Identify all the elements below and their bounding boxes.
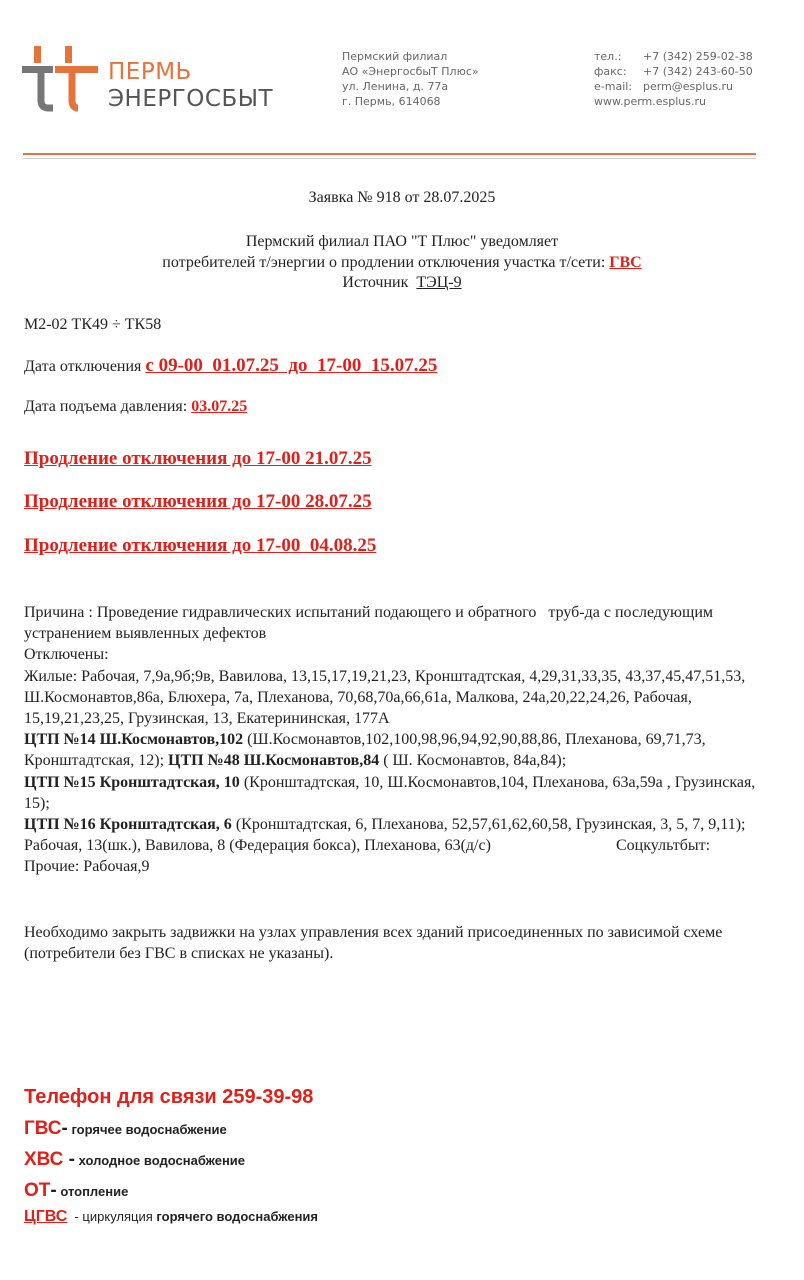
notice-line-2	[0, 253, 804, 273]
disconnected-label: Отключены:	[24, 646, 109, 664]
ctp-14-48-paragraph	[24, 729, 772, 771]
ctp-15-paragraph	[24, 772, 772, 814]
pressure-label: Дата подъема давления:	[24, 398, 188, 415]
header-divider	[23, 153, 756, 155]
legend-sep: -	[50, 1180, 57, 1201]
phone-label: тел.:	[594, 50, 622, 63]
network-section: М2-02 ТК49 ÷ ТК58	[24, 316, 162, 333]
legend-abbr: ЦГВС	[24, 1208, 68, 1225]
social-list: Рабочая, 13(шк.), Вавилова, 8 (Федерация бокса), Плеханова, 63(д/с)	[24, 837, 491, 855]
reason: Причина : Проведение гидравлических испытаний подающего и обратного труб-да с последующим устранением выявленных дефектов	[24, 604, 718, 643]
ctp-48-name: ЦТП №48 Ш.Космонавтов,84	[168, 752, 380, 770]
legend-abbr: ОТ	[24, 1180, 51, 1201]
ctp-15-name: ЦТП №15 Кронштадтская, 10	[24, 773, 240, 791]
notice-line-1: Пермский филиал ПАО "Т Плюс" уведомляет	[245, 233, 559, 250]
address-line: Пермский филиал	[342, 50, 448, 63]
ctp-15-list: (Кронштадтская, 10, Ш.Космонавтов,104, Плеханова, 63а,59а , Грузинская, 15);	[24, 773, 756, 812]
social-label: Соцкультбыт:	[616, 837, 711, 855]
email-label: e-mail:	[594, 80, 633, 93]
document-title: Заявка № 918 от 28.07.2025	[308, 189, 496, 206]
ctp-48-list: ( Ш. Космонавтов, 84а,84);	[379, 752, 567, 770]
disconnection-label: Дата отключения	[24, 358, 142, 375]
legend-desc: холодное водоснабжение	[75, 1153, 246, 1168]
legend-abbr: ХВС	[24, 1149, 64, 1170]
email-value: perm@esplus.ru	[643, 80, 734, 93]
other-list: Прочие: Рабочая,9	[24, 858, 150, 876]
address-line: ул. Ленина, д. 77а	[342, 80, 449, 93]
contact-phone	[24, 1086, 313, 1109]
fax-value: +7 (342) 243-60-50	[643, 65, 753, 78]
legend-desc: горячее водоснабжение	[67, 1122, 227, 1137]
ctp-14-list: (Ш.Космонавтов,102,100,98,96,94,92,90,88,86, Плеханова, 69,71,73, Кронштадтская, 12);	[24, 731, 706, 770]
logo-line-1: ПЕРМЬ	[108, 59, 192, 85]
extension-1: Продление отключения до 17-00 21.07.25	[24, 448, 372, 469]
extension-2: Продление отключения до 17-00 28.07.25	[24, 491, 372, 512]
extension-3: Продление отключения до 17-00 04.08.25	[24, 535, 377, 556]
legend-item-hvs	[24, 1149, 245, 1171]
source-value: ТЭЦ-9	[416, 274, 462, 291]
legend-desc: отопление	[56, 1184, 129, 1199]
phone-value: +7 (342) 259-02-38	[643, 50, 753, 63]
source-line	[0, 273, 804, 293]
address-line: АО «ЭнергосбыТ Плюс»	[342, 65, 479, 78]
address-line: г. Пермь, 614068	[342, 95, 441, 108]
ctp-16-name: ЦТП №16 Кронштадтская, 6	[24, 816, 232, 834]
residential-list: Жилые: Рабочая, 7,9а,9б;9в, Вавилова, 13,15,17,19,21,23, Кронштадтская, 4,29,31,33,35, 43,37,45,47,51,53, Ш.Космонавтов,86а, Блюхера, 7а, Плеханова, 70,68,70а,66,61а, Малкова, 24а,20,22,24,26, Рабочая, 15,19,21,23,25, Грузинская, 13, Екатерининская, 177А	[24, 667, 746, 728]
legend-sep: - циркуляция	[67, 1209, 153, 1224]
ctp-16-list: (Кронштадтская, 6, Плеханова, 52,57,61,62,60,58, Грузинская, 3, 5, 7, 9,11);	[231, 816, 746, 834]
company-address	[342, 49, 479, 109]
legend-sep: -	[61, 1118, 68, 1139]
network-type: ГВС	[609, 254, 642, 271]
company-logo	[22, 46, 282, 114]
legend-abbr: ГВС	[24, 1118, 62, 1139]
legend-item-cgvs	[24, 1208, 318, 1226]
reason-block	[24, 602, 772, 878]
disconnection-date	[24, 355, 437, 377]
notice-text: потребителей т/энергии о продлении отключения участка т/сети:	[162, 254, 606, 271]
legend-item-ot	[24, 1180, 128, 1202]
note: Необходимо закрыть задвижки на узлах управления всех зданий присоединенных по зависимой схеме (потребители без ГВС в списках не указаны).	[24, 924, 723, 963]
contact-phone-text: Телефон для связи 259-39-98	[24, 1086, 314, 1108]
logo-cross-icon	[22, 46, 102, 112]
disconnection-value: с 09-00 01.07.25 до 17-00 15.07.25	[145, 355, 438, 376]
header-divider-thin	[23, 158, 756, 159]
legend-item-gvs	[24, 1118, 227, 1140]
logo-line-2: ЭНЕРГОСБЫТ	[108, 86, 274, 112]
website: www.perm.esplus.ru	[594, 95, 706, 108]
pressure-value: 03.07.25	[191, 398, 248, 415]
legend-sep: -	[63, 1149, 76, 1170]
pressure-date	[24, 396, 247, 417]
ctp-14-name: ЦТП №14 Ш.Космонавтов,102	[24, 731, 244, 749]
legend-desc: горячего водоснабжения	[152, 1209, 319, 1224]
fax-label: факс:	[594, 65, 627, 78]
contact-values	[643, 49, 753, 94]
source-label: Источник	[342, 274, 409, 291]
